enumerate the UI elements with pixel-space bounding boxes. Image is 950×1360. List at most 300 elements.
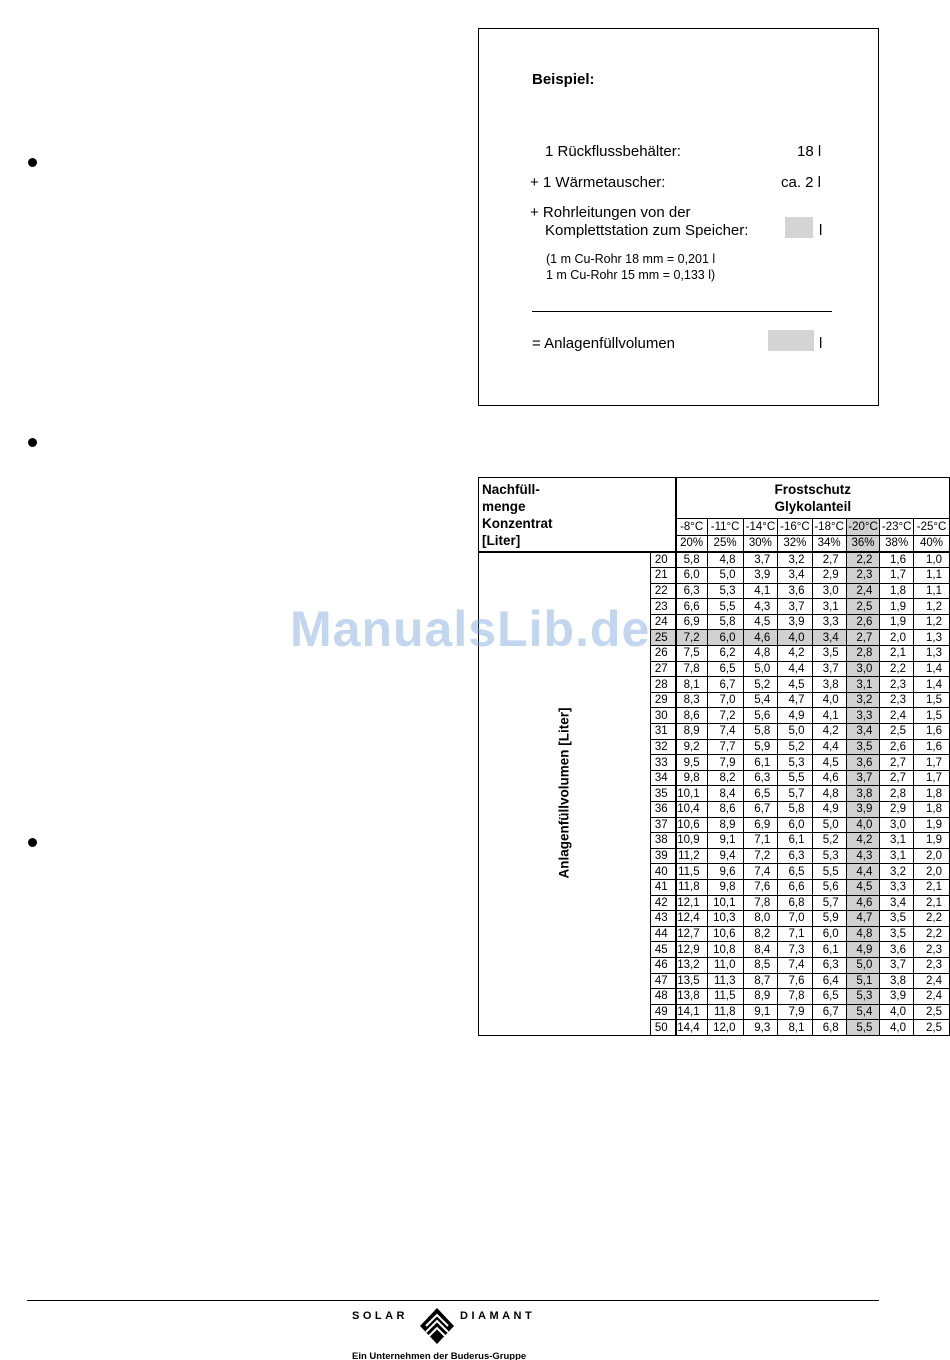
value-cell: 6,5 bbox=[707, 661, 743, 677]
value-cell: 7,2 bbox=[743, 848, 778, 864]
volume-cell: 32 bbox=[651, 739, 676, 755]
value-cell: 2,2 bbox=[880, 661, 914, 677]
value-cell: 7,4 bbox=[778, 957, 812, 973]
volume-cell: 24 bbox=[651, 614, 676, 630]
value-cell: 12,9 bbox=[676, 942, 708, 958]
value-cell: 5,8 bbox=[743, 724, 778, 740]
volume-cell: 47 bbox=[651, 973, 676, 989]
value-cell: 6,7 bbox=[812, 1004, 846, 1020]
value-cell: 11,5 bbox=[707, 989, 743, 1005]
value-cell: 2,2 bbox=[914, 911, 950, 927]
value-cell: 5,4 bbox=[743, 692, 778, 708]
value-cell: 2,7 bbox=[846, 630, 880, 646]
value-cell: 2,9 bbox=[880, 802, 914, 818]
value-cell: 6,0 bbox=[778, 817, 812, 833]
solar-diamant-logo bbox=[416, 1306, 458, 1346]
value-cell: 7,1 bbox=[778, 926, 812, 942]
value-cell: 11,0 bbox=[707, 957, 743, 973]
value-cell: 9,8 bbox=[676, 770, 708, 786]
value-cell: 8,7 bbox=[743, 973, 778, 989]
value-cell: 2,8 bbox=[880, 786, 914, 802]
value-cell: 6,1 bbox=[812, 942, 846, 958]
value-cell: 8,4 bbox=[743, 942, 778, 958]
value-cell: 7,0 bbox=[707, 692, 743, 708]
value-cell: 8,2 bbox=[743, 926, 778, 942]
value-cell: 3,9 bbox=[778, 614, 812, 630]
corner-header bbox=[479, 478, 676, 553]
value-cell: 14,1 bbox=[676, 1004, 708, 1020]
value-cell: 8,1 bbox=[676, 677, 708, 693]
value-cell: 5,0 bbox=[743, 661, 778, 677]
value-cell: 2,5 bbox=[914, 1020, 950, 1036]
value-cell: 3,4 bbox=[812, 630, 846, 646]
value-cell: 4,5 bbox=[743, 614, 778, 630]
value-cell: 6,3 bbox=[676, 583, 708, 599]
value-cell: 1,8 bbox=[914, 786, 950, 802]
value-cell: 4,1 bbox=[812, 708, 846, 724]
value-cell: 8,4 bbox=[707, 786, 743, 802]
value-cell: 5,2 bbox=[812, 833, 846, 849]
value-cell: 4,6 bbox=[846, 895, 880, 911]
percentage-header-cell: 32% bbox=[778, 535, 812, 552]
percentage-header-cell: 34% bbox=[812, 535, 846, 552]
value-cell: 7,9 bbox=[778, 1004, 812, 1020]
value-cell: 3,2 bbox=[846, 692, 880, 708]
value-cell: 6,2 bbox=[707, 646, 743, 662]
example-title: Beispiel: bbox=[532, 71, 595, 88]
value-cell: 9,8 bbox=[707, 879, 743, 895]
corner-label-3: Konzentrat bbox=[482, 516, 553, 531]
value-cell: 12,4 bbox=[676, 911, 708, 927]
value-cell: 7,6 bbox=[743, 879, 778, 895]
value-cell: 4,8 bbox=[812, 786, 846, 802]
percentage-header-cell: 36% bbox=[846, 535, 880, 552]
volume-cell: 27 bbox=[651, 661, 676, 677]
volume-cell: 31 bbox=[651, 724, 676, 740]
value-cell: 4,3 bbox=[846, 848, 880, 864]
example-note-a: (1 m Cu-Rohr 18 mm = 0,201 l bbox=[546, 252, 716, 266]
table-title bbox=[676, 478, 950, 519]
value-cell: 1,6 bbox=[914, 724, 950, 740]
value-cell: 6,0 bbox=[707, 630, 743, 646]
value-cell: 2,4 bbox=[846, 583, 880, 599]
volume-cell: 45 bbox=[651, 942, 676, 958]
value-cell: 2,6 bbox=[880, 739, 914, 755]
value-cell: 5,3 bbox=[778, 755, 812, 771]
value-cell: 1,9 bbox=[914, 817, 950, 833]
value-cell: 5,9 bbox=[812, 911, 846, 927]
value-cell: 5,5 bbox=[812, 864, 846, 880]
volume-cell: 33 bbox=[651, 755, 676, 771]
value-cell: 2,1 bbox=[914, 895, 950, 911]
value-cell: 5,7 bbox=[778, 786, 812, 802]
value-cell: 5,3 bbox=[846, 989, 880, 1005]
value-cell: 13,8 bbox=[676, 989, 708, 1005]
value-cell: 1,3 bbox=[914, 646, 950, 662]
value-cell: 3,8 bbox=[880, 973, 914, 989]
footer-divider bbox=[27, 1300, 879, 1301]
table-row bbox=[479, 552, 950, 568]
value-cell: 7,3 bbox=[778, 942, 812, 958]
value-cell: 3,1 bbox=[880, 833, 914, 849]
value-cell: 5,8 bbox=[676, 552, 708, 568]
corner-label-4: [Liter] bbox=[482, 533, 521, 548]
temperature-header-cell: -20°C bbox=[846, 519, 880, 536]
value-cell: 2,3 bbox=[880, 677, 914, 693]
value-cell: 7,4 bbox=[707, 724, 743, 740]
value-cell: 14,4 bbox=[676, 1020, 708, 1036]
value-cell: 6,4 bbox=[812, 973, 846, 989]
value-cell: 7,2 bbox=[676, 630, 708, 646]
value-cell: 6,1 bbox=[778, 833, 812, 849]
value-cell: 4,1 bbox=[743, 583, 778, 599]
value-cell: 5,5 bbox=[846, 1020, 880, 1036]
percentage-header-cell: 38% bbox=[880, 535, 914, 552]
value-cell: 6,5 bbox=[812, 989, 846, 1005]
table-title-1: Frostschutz bbox=[774, 482, 852, 498]
value-cell: 3,2 bbox=[880, 864, 914, 880]
value-cell: 8,9 bbox=[743, 989, 778, 1005]
value-cell: 6,5 bbox=[743, 786, 778, 802]
value-cell: 6,3 bbox=[743, 770, 778, 786]
volume-cell: 21 bbox=[651, 568, 676, 584]
value-cell: 5,0 bbox=[846, 957, 880, 973]
volume-cell: 34 bbox=[651, 770, 676, 786]
value-cell: 5,7 bbox=[812, 895, 846, 911]
value-cell: 10,1 bbox=[707, 895, 743, 911]
volume-cell: 35 bbox=[651, 786, 676, 802]
value-cell: 2,6 bbox=[846, 614, 880, 630]
watermark: ManualsLib.de bbox=[290, 601, 651, 657]
value-cell: 3,7 bbox=[880, 957, 914, 973]
value-cell: 7,8 bbox=[743, 895, 778, 911]
value-cell: 4,8 bbox=[743, 646, 778, 662]
value-cell: 2,3 bbox=[880, 692, 914, 708]
value-cell: 2,7 bbox=[880, 770, 914, 786]
value-cell: 2,0 bbox=[880, 630, 914, 646]
value-cell: 7,4 bbox=[743, 864, 778, 880]
table-title-2: Glykolanteil bbox=[774, 499, 852, 515]
value-cell: 3,0 bbox=[812, 583, 846, 599]
value-cell: 9,5 bbox=[676, 755, 708, 771]
value-cell: 2,4 bbox=[914, 989, 950, 1005]
value-cell: 5,0 bbox=[812, 817, 846, 833]
value-cell: 3,0 bbox=[880, 817, 914, 833]
volume-cell: 22 bbox=[651, 583, 676, 599]
value-cell: 8,9 bbox=[707, 817, 743, 833]
value-cell: 6,0 bbox=[676, 568, 708, 584]
example-line1-label: 1 Rückflussbehälter: bbox=[545, 143, 681, 160]
temperature-header-cell: -11°C bbox=[707, 519, 743, 536]
value-cell: 5,5 bbox=[707, 599, 743, 615]
value-cell: 1,1 bbox=[914, 568, 950, 584]
value-cell: 10,6 bbox=[707, 926, 743, 942]
value-cell: 5,2 bbox=[778, 739, 812, 755]
volume-cell: 49 bbox=[651, 1004, 676, 1020]
volume-cell: 30 bbox=[651, 708, 676, 724]
value-cell: 2,4 bbox=[880, 708, 914, 724]
value-cell: 2,4 bbox=[914, 973, 950, 989]
value-cell: 2,2 bbox=[846, 552, 880, 568]
value-cell: 3,6 bbox=[778, 583, 812, 599]
value-cell: 7,1 bbox=[743, 833, 778, 849]
percentage-header-cell: 25% bbox=[707, 535, 743, 552]
value-cell: 5,1 bbox=[846, 973, 880, 989]
value-cell: 4,2 bbox=[778, 646, 812, 662]
value-cell: 9,6 bbox=[707, 864, 743, 880]
temperature-header-cell: -16°C bbox=[778, 519, 812, 536]
value-cell: 13,2 bbox=[676, 957, 708, 973]
value-cell: 1,8 bbox=[914, 802, 950, 818]
temperature-header-cell: -23°C bbox=[880, 519, 914, 536]
value-cell: 4,0 bbox=[880, 1020, 914, 1036]
value-cell: 12,0 bbox=[707, 1020, 743, 1036]
example-line1-value: 18 l bbox=[797, 143, 822, 160]
value-cell: 6,8 bbox=[812, 1020, 846, 1036]
example-line3-unit: l bbox=[819, 222, 823, 239]
value-cell: 11,8 bbox=[707, 1004, 743, 1020]
value-cell: 4,4 bbox=[846, 864, 880, 880]
value-cell: 3,3 bbox=[880, 879, 914, 895]
value-cell: 4,6 bbox=[812, 770, 846, 786]
value-cell: 1,9 bbox=[880, 614, 914, 630]
value-cell: 13,5 bbox=[676, 973, 708, 989]
value-cell: 1,5 bbox=[914, 708, 950, 724]
value-cell: 5,3 bbox=[812, 848, 846, 864]
value-cell: 1,7 bbox=[914, 770, 950, 786]
value-cell: 4,0 bbox=[880, 1004, 914, 1020]
value-cell: 4,0 bbox=[846, 817, 880, 833]
footer-brand-right: DIAMANT bbox=[460, 1310, 536, 1322]
volume-cell: 42 bbox=[651, 895, 676, 911]
value-cell: 10,8 bbox=[707, 942, 743, 958]
value-cell: 4,6 bbox=[743, 630, 778, 646]
value-cell: 11,8 bbox=[676, 879, 708, 895]
value-cell: 7,9 bbox=[707, 755, 743, 771]
value-cell: 5,6 bbox=[743, 708, 778, 724]
value-cell: 4,4 bbox=[812, 739, 846, 755]
value-cell: 3,3 bbox=[846, 708, 880, 724]
value-cell: 2,9 bbox=[812, 568, 846, 584]
value-cell: 2,0 bbox=[914, 848, 950, 864]
value-cell: 12,1 bbox=[676, 895, 708, 911]
value-cell: 8,0 bbox=[743, 911, 778, 927]
value-cell: 6,6 bbox=[778, 879, 812, 895]
value-cell: 9,4 bbox=[707, 848, 743, 864]
volume-cell: 50 bbox=[651, 1020, 676, 1036]
value-cell: 3,9 bbox=[743, 568, 778, 584]
value-cell: 3,8 bbox=[846, 786, 880, 802]
value-cell: 2,3 bbox=[846, 568, 880, 584]
footer-subline: Ein Unternehmen der Buderus-Gruppe bbox=[352, 1351, 527, 1360]
value-cell: 1,5 bbox=[914, 692, 950, 708]
value-cell: 5,8 bbox=[707, 614, 743, 630]
value-cell: 5,8 bbox=[778, 802, 812, 818]
value-cell: 3,4 bbox=[846, 724, 880, 740]
value-cell: 6,6 bbox=[676, 599, 708, 615]
value-cell: 6,0 bbox=[812, 926, 846, 942]
volume-cell: 28 bbox=[651, 677, 676, 693]
value-cell: 7,0 bbox=[778, 911, 812, 927]
value-cell: 3,5 bbox=[880, 926, 914, 942]
temperature-header-cell: -8°C bbox=[676, 519, 708, 536]
bullet-2 bbox=[28, 438, 37, 447]
value-cell: 1,0 bbox=[914, 552, 950, 568]
value-cell: 8,6 bbox=[707, 802, 743, 818]
value-cell: 2,5 bbox=[846, 599, 880, 615]
example-total-label: = Anlagenfüllvolumen bbox=[532, 335, 676, 352]
value-cell: 3,4 bbox=[880, 895, 914, 911]
value-cell: 1,6 bbox=[880, 552, 914, 568]
volume-cell: 36 bbox=[651, 802, 676, 818]
value-cell: 4,7 bbox=[778, 692, 812, 708]
value-cell: 4,8 bbox=[846, 926, 880, 942]
value-cell: 7,8 bbox=[778, 989, 812, 1005]
example-total-unit: l bbox=[819, 335, 823, 352]
value-cell: 3,6 bbox=[880, 942, 914, 958]
volume-cell: 44 bbox=[651, 926, 676, 942]
bullet-3 bbox=[28, 838, 37, 847]
value-cell: 2,3 bbox=[914, 942, 950, 958]
percentage-header-cell: 30% bbox=[743, 535, 778, 552]
volume-cell: 43 bbox=[651, 911, 676, 927]
value-cell: 3,1 bbox=[880, 848, 914, 864]
value-cell: 2,2 bbox=[914, 926, 950, 942]
value-cell: 4,5 bbox=[778, 677, 812, 693]
value-cell: 7,8 bbox=[676, 661, 708, 677]
value-cell: 4,9 bbox=[846, 942, 880, 958]
value-cell: 7,7 bbox=[707, 739, 743, 755]
example-line2-label: + 1 Wärmetauscher: bbox=[530, 174, 666, 191]
value-cell: 4,0 bbox=[778, 630, 812, 646]
antifreeze-table bbox=[478, 477, 950, 1036]
volume-cell: 40 bbox=[651, 864, 676, 880]
value-cell: 9,3 bbox=[743, 1020, 778, 1036]
example-note-b: 1 m Cu-Rohr 15 mm = 0,133 l) bbox=[546, 268, 716, 282]
value-cell: 6,3 bbox=[778, 848, 812, 864]
volume-cell: 39 bbox=[651, 848, 676, 864]
value-cell: 4,4 bbox=[778, 661, 812, 677]
volume-cell: 48 bbox=[651, 989, 676, 1005]
value-cell: 2,1 bbox=[914, 879, 950, 895]
value-cell: 2,0 bbox=[914, 864, 950, 880]
value-cell: 3,9 bbox=[880, 989, 914, 1005]
value-cell: 1,8 bbox=[880, 583, 914, 599]
value-cell: 4,9 bbox=[812, 802, 846, 818]
value-cell: 3,0 bbox=[846, 661, 880, 677]
value-cell: 10,9 bbox=[676, 833, 708, 849]
value-cell: 5,3 bbox=[707, 583, 743, 599]
example-line3-label-a: + Rohrleitungen von der bbox=[530, 204, 691, 221]
value-cell: 3,3 bbox=[812, 614, 846, 630]
value-cell: 7,5 bbox=[676, 646, 708, 662]
example-box bbox=[478, 28, 879, 406]
value-cell: 2,7 bbox=[880, 755, 914, 771]
value-cell: 3,6 bbox=[846, 755, 880, 771]
value-cell: 3,8 bbox=[812, 677, 846, 693]
volume-cell: 25 bbox=[651, 630, 676, 646]
value-cell: 3,1 bbox=[812, 599, 846, 615]
value-cell: 11,3 bbox=[707, 973, 743, 989]
side-label: Anlagenfüllvolumen [Liter] bbox=[556, 707, 572, 879]
value-cell: 1,9 bbox=[914, 833, 950, 849]
value-cell: 5,0 bbox=[778, 724, 812, 740]
volume-cell: 37 bbox=[651, 817, 676, 833]
value-cell: 3,7 bbox=[812, 661, 846, 677]
value-cell: 3,5 bbox=[812, 646, 846, 662]
value-cell: 11,5 bbox=[676, 864, 708, 880]
value-cell: 12,7 bbox=[676, 926, 708, 942]
value-cell: 7,2 bbox=[707, 708, 743, 724]
value-cell: 2,3 bbox=[914, 957, 950, 973]
footer-brand-left: SOLAR bbox=[352, 1310, 408, 1322]
value-cell: 5,0 bbox=[707, 568, 743, 584]
example-line3-input-field bbox=[785, 217, 813, 238]
value-cell: 8,9 bbox=[676, 724, 708, 740]
value-cell: 3,7 bbox=[778, 599, 812, 615]
value-cell: 10,4 bbox=[676, 802, 708, 818]
value-cell: 1,7 bbox=[880, 568, 914, 584]
value-cell: 10,6 bbox=[676, 817, 708, 833]
value-cell: 1,2 bbox=[914, 614, 950, 630]
corner-label-1: Nachfüll- bbox=[482, 482, 540, 497]
value-cell: 6,3 bbox=[812, 957, 846, 973]
value-cell: 1,2 bbox=[914, 599, 950, 615]
value-cell: 2,7 bbox=[812, 552, 846, 568]
value-cell: 1,7 bbox=[914, 755, 950, 771]
value-cell: 5,9 bbox=[743, 739, 778, 755]
value-cell: 8,1 bbox=[778, 1020, 812, 1036]
value-cell: 3,5 bbox=[880, 911, 914, 927]
value-cell: 5,5 bbox=[778, 770, 812, 786]
example-line3-label-b: Komplettstation zum Speicher: bbox=[545, 222, 749, 239]
value-cell: 4,5 bbox=[846, 879, 880, 895]
value-cell: 1,3 bbox=[914, 630, 950, 646]
value-cell: 7,6 bbox=[778, 973, 812, 989]
value-cell: 2,8 bbox=[846, 646, 880, 662]
value-cell: 3,2 bbox=[778, 552, 812, 568]
example-line2-value: ca. 2 l bbox=[781, 174, 822, 191]
value-cell: 3,1 bbox=[846, 677, 880, 693]
temperature-header-cell: -25°C bbox=[914, 519, 950, 536]
bullet-1 bbox=[28, 158, 37, 167]
value-cell: 8,2 bbox=[707, 770, 743, 786]
value-cell: 4,9 bbox=[778, 708, 812, 724]
volume-cell: 38 bbox=[651, 833, 676, 849]
value-cell: 8,5 bbox=[743, 957, 778, 973]
value-cell: 4,2 bbox=[812, 724, 846, 740]
value-cell: 8,3 bbox=[676, 692, 708, 708]
value-cell: 6,9 bbox=[676, 614, 708, 630]
value-cell: 10,1 bbox=[676, 786, 708, 802]
example-divider bbox=[532, 311, 832, 312]
value-cell: 6,1 bbox=[743, 755, 778, 771]
volume-cell: 46 bbox=[651, 957, 676, 973]
value-cell: 5,2 bbox=[743, 677, 778, 693]
value-cell: 1,6 bbox=[914, 739, 950, 755]
volume-cell: 23 bbox=[651, 599, 676, 615]
value-cell: 4,8 bbox=[707, 552, 743, 568]
value-cell: 4,7 bbox=[846, 911, 880, 927]
value-cell: 1,4 bbox=[914, 677, 950, 693]
volume-cell: 41 bbox=[651, 879, 676, 895]
value-cell: 3,7 bbox=[743, 552, 778, 568]
value-cell: 11,2 bbox=[676, 848, 708, 864]
example-total-input-field bbox=[768, 330, 814, 351]
value-cell: 6,7 bbox=[743, 802, 778, 818]
value-cell: 9,2 bbox=[676, 739, 708, 755]
value-cell: 4,3 bbox=[743, 599, 778, 615]
